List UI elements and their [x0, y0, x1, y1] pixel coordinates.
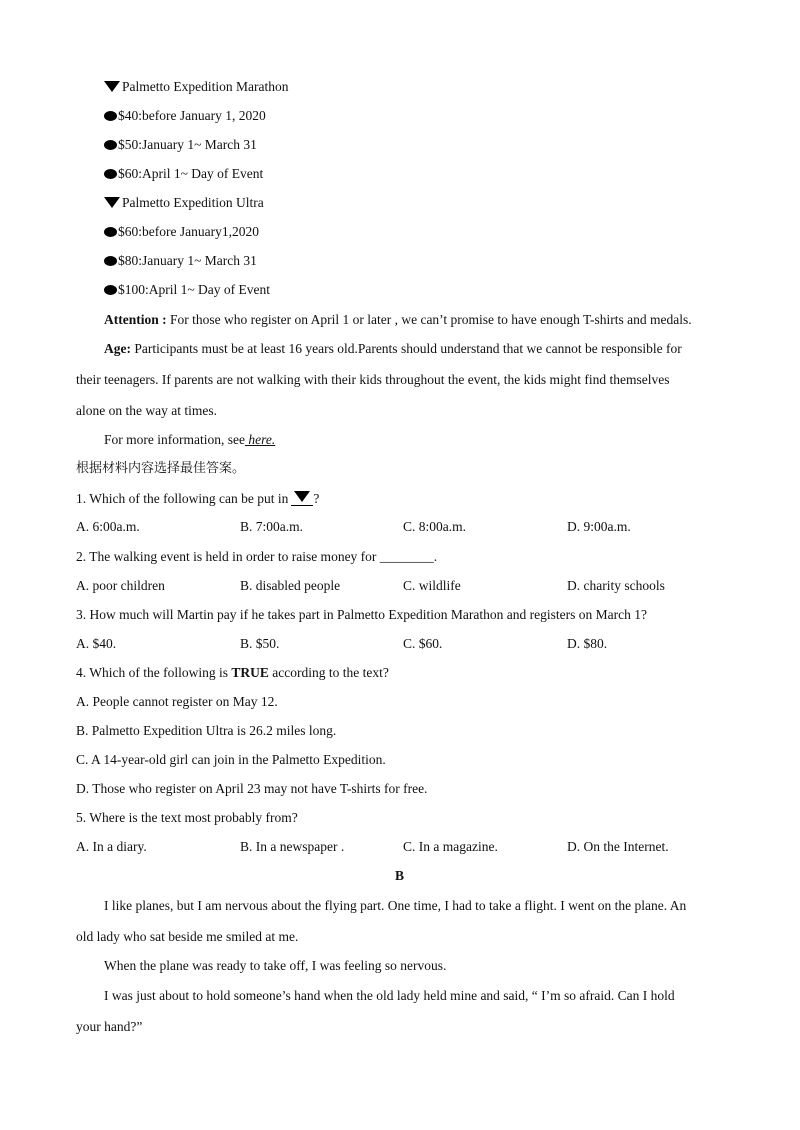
price-item: $50:January 1~ March 31	[104, 137, 257, 153]
age-note-line: their teenagers. If parents are not walking with their kids throughout the event, the kids might find themselves	[76, 372, 670, 387]
option: C. A 14-year-old girl can join in the Palmetto Expedition.	[76, 752, 386, 767]
more-info-link[interactable]: here.	[244, 432, 276, 447]
attention-note: Attention : For those who register on April 1 or later , we can’t promise to have enough T-shirts and medals.	[104, 312, 692, 327]
question-5-stem: 5. Where is the text most probably from?	[76, 810, 298, 825]
option: B. 7:00a.m.	[240, 519, 303, 534]
triangle-bullet-icon	[104, 81, 120, 92]
age-note: Age: Participants must be at least 16 years old.Parents should understand that we cannot be responsible for	[104, 341, 682, 356]
triangle-bullet-icon	[104, 197, 120, 208]
instruction: 根据材料内容选择最佳答案。	[76, 461, 246, 476]
price-item: $60:before January1,2020	[104, 224, 259, 240]
option: B. In a newspaper .	[240, 839, 345, 854]
option: D. 9:00a.m.	[567, 519, 631, 534]
option: C. 8:00a.m.	[403, 519, 466, 534]
option: D. Those who register on April 23 may not have T-shirts for free.	[76, 781, 428, 796]
dot-bullet-icon	[104, 140, 117, 150]
ultra-heading: Palmetto Expedition Ultra	[104, 195, 264, 211]
price-item: $40:before January 1, 2020	[104, 108, 266, 124]
more-info: For more information, see here.	[104, 432, 276, 447]
section-heading: B	[395, 868, 405, 883]
paragraph-line: your hand?”	[76, 1019, 143, 1034]
option: C. In a magazine.	[403, 839, 498, 854]
question-2-stem: 2. The walking event is held in order to raise money for ________.	[76, 549, 438, 564]
dot-bullet-icon	[104, 227, 117, 237]
question-4-stem: 4. Which of the following is TRUE according to the text?	[76, 665, 389, 680]
dot-bullet-icon	[104, 285, 117, 295]
marathon-heading: Palmetto Expedition Marathon	[104, 79, 288, 95]
question-1-stem: 1. Which of the following can be put in ?	[76, 491, 320, 506]
option: B. $50.	[240, 636, 280, 651]
age-note-line: alone on the way at times.	[76, 403, 217, 418]
option: C. $60.	[403, 636, 443, 651]
option: A. poor children	[76, 578, 165, 593]
price-item: $100:April 1~ Day of Event	[104, 282, 270, 298]
triangle-blank-icon	[291, 490, 313, 506]
option: D. On the Internet.	[567, 839, 669, 854]
option: A. People cannot register on May 12.	[76, 694, 278, 709]
price-item: $80:January 1~ March 31	[104, 253, 257, 269]
paragraph-line: I like planes, but I am nervous about the flying part. One time, I had to take a flight. I went on the plane. An	[104, 898, 687, 913]
option: B. Palmetto Expedition Ultra is 26.2 miles long.	[76, 723, 337, 738]
dot-bullet-icon	[104, 169, 117, 179]
option: A. 6:00a.m.	[76, 519, 140, 534]
paragraph-line: old lady who sat beside me smiled at me.	[76, 929, 299, 944]
price-item: $60:April 1~ Day of Event	[104, 166, 263, 182]
dot-bullet-icon	[104, 111, 117, 121]
option: A. In a diary.	[76, 839, 147, 854]
option: C. wildlife	[403, 578, 461, 593]
question-3-stem: 3. How much will Martin pay if he takes part in Palmetto Expedition Marathon and registers on March 1?	[76, 607, 647, 622]
option: B. disabled people	[240, 578, 341, 593]
option: D. $80.	[567, 636, 608, 651]
paragraph-line: I was just about to hold someone’s hand when the old lady held mine and said, “ I’m so afraid. Can I hold	[104, 988, 675, 1003]
paragraph-line: When the plane was ready to take off, I was feeling so nervous.	[104, 958, 447, 973]
option: D. charity schools	[567, 578, 665, 593]
option: A. $40.	[76, 636, 117, 651]
dot-bullet-icon	[104, 256, 117, 266]
